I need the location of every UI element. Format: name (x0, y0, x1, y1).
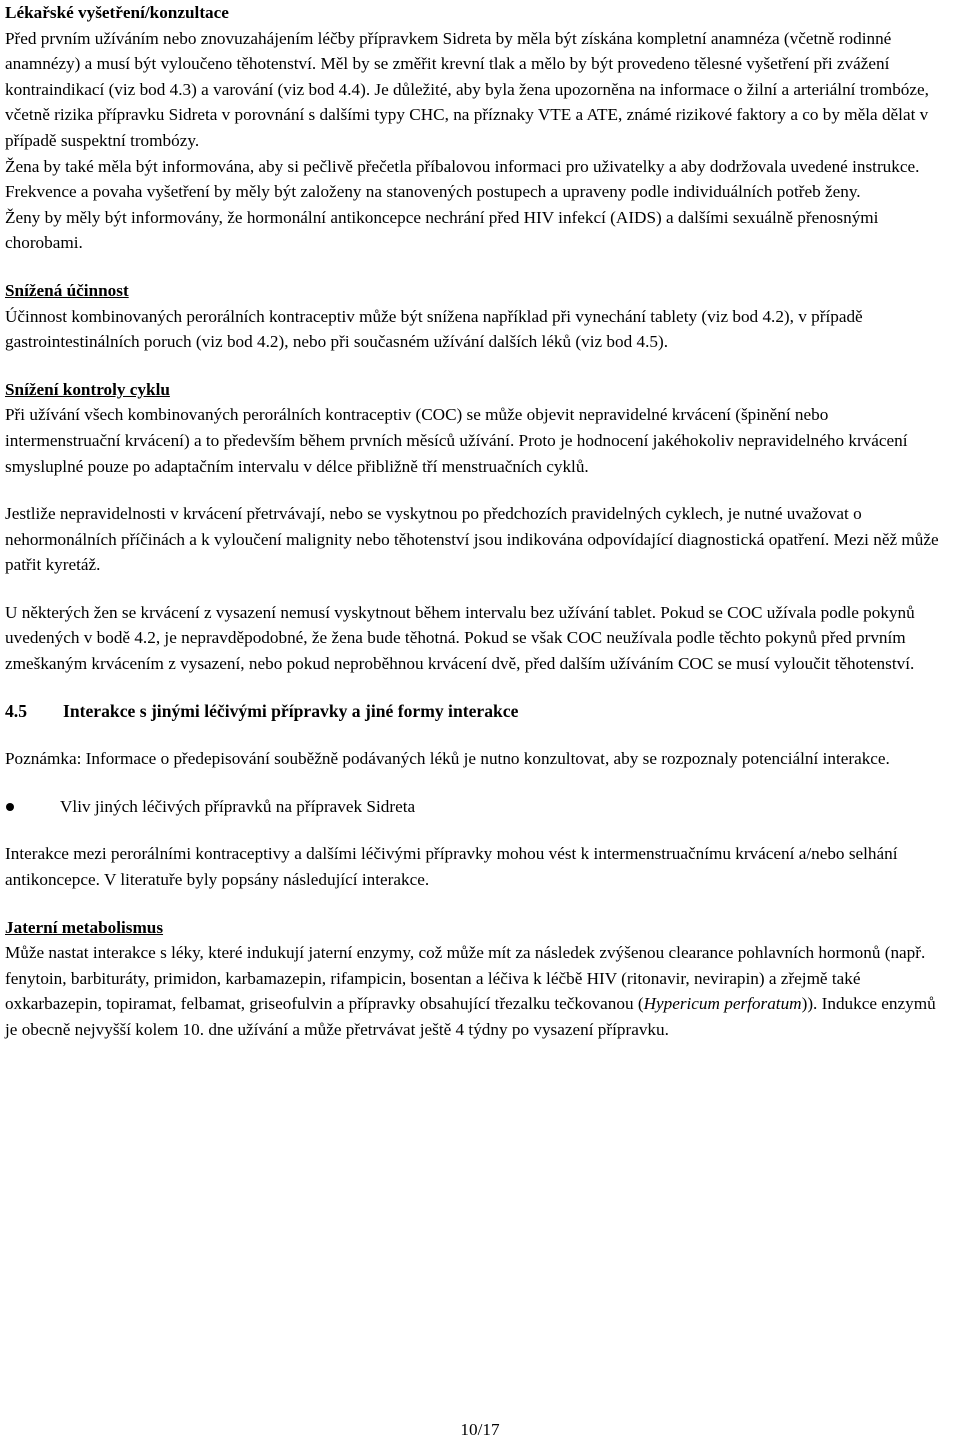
liver-paragraph-1 (5, 940, 943, 1042)
liver-heading: Jaterní metabolismus (5, 917, 164, 937)
efficacy-heading: Snížená účinnost (5, 280, 129, 300)
section-title: Interakce s jinými léčivými přípravky a jiné formy interakce (63, 700, 519, 721)
page-number: 10/17 (460, 1420, 500, 1439)
cycle-heading: Snížení kontroly cyklu (5, 379, 170, 399)
bullet-item (5, 794, 943, 820)
cycle-paragraph-2: Jestliže nepravidelnosti v krvácení přetrvávají, nebo se vyskytnou po předchozích pravidelných cyklech, je nutné uvažovat o nehormonálních příčinách a k vyloučení malignity nebo těhotenství jsou indikována odpovídající diagnostická opatření. Mezi něž může patřit kyretáž. (5, 504, 939, 575)
interactions-paragraph-1: Interakce mezi perorálními kontraceptivy a dalšími léčivými přípravky mohou vést k intermenstruačnímu krvácení a/nebo selhání antikoncepce. V literatuře byly popsány následující interakce. (5, 844, 898, 890)
efficacy-paragraph-1: Účinnost kombinovaných perorálních kontraceptiv může být snížena například při vynechání tablety (viz bod 4.2), v případě gastrointestinálních poruch (viz bod 4.2), nebo při současném užívání dalších léků (viz bod 4.5). (5, 306, 863, 352)
bullet-icon (6, 803, 14, 811)
section-4-5-heading (5, 699, 943, 725)
interactions-note: Poznámka: Informace o předepisování souběžně podávaných léků je nutno konzultovat, aby se rozpoznaly potenciální interakce. (5, 749, 890, 769)
exam-paragraph-2: Žena by také měla být informována, aby si pečlivě přečetla příbalovou informaci pro uživatelky a aby dodržovala uvedené instrukce. Frekvence a povaha vyšetření by měly být založeny na stanovených postupech a upraveny podle individuálních potřeb ženy. (5, 156, 920, 202)
document-page (5, 0, 943, 1043)
liver-latin-name: Hypericum perforatum (643, 994, 802, 1014)
bullet-text: Vliv jiných léčivých přípravků na přípravek Sidreta (60, 796, 416, 816)
exam-paragraph-1: Před prvním užíváním nebo znovuzahájením léčby přípravkem Sidreta by měla být získána kompletní anamnéza (včetně rodinné anamnézy) a musí být vyloučeno těhotenství. Měl by se změřit krevní tlak a mělo by být provedeno tělesné vyšetření při zvážení kontraindikací (viz bod 4.3) a varování (viz bod 4.4). Je důležité, aby byla žena upozorněna na informace o žilní a arteriální trombóze, včetně rizika přípravku Sidreta v porovnání s dalšími typy CHC, na příznaky VTE a ATE, známé rizikové faktory a co by měla dělat v případě suspektní trombózy. (5, 28, 929, 150)
cycle-paragraph-1: Při užívání všech kombinovaných perorálních kontraceptiv (COC) se může objevit nepravidelné krvácení (špinění nebo intermenstruační krvácení) a to především během prvních měsíců užívání. Proto je hodnocení jakéhokoliv nepravidelného krvácení smysluplné pouze po adaptačním intervalu v délce přibližně tří menstruačních cyklů. (5, 405, 908, 476)
cycle-paragraph-3: U některých žen se krvácení z vysazení nemusí vyskytnout během intervalu bez užívání tablet. Pokud se COC užívala podle pokynů uvedených v bodě 4.2, je nepravděpodobné, že žena bude těhotná. Pokud se však COC neužívala podle těchto pokynů před prvním zmeškaným krvácením z vysazení, nebo pokud neproběhnou krvácení dvě, před dalším užíváním COC se musí vyloučit těhotenství. (5, 602, 915, 674)
exam-paragraph-3: Ženy by měly být informovány, že hormonální antikoncepce nechrání před HIV infekcí (AIDS) a dalšími sexuálně přenosnými chorobami. (5, 207, 879, 253)
section-number: 4.5 (5, 700, 27, 721)
exam-heading: Lékařské vyšetření/konzultace (5, 3, 229, 22)
liver-text-b: )). Indukce enzymů je obecně nejvyšší kolem 10. dne užívání a může přetrvávat ještě 4 týdny po vysazení přípravku. (5, 994, 936, 1039)
liver-text-a: Může nastat interakce s léky, které indukují jaterní enzymy, což může mít za následek zvýšenou clearance pohlavních hormonů (např. fenytoin, barbituráty, primidon, karbamazepin, rifampicin, bosentan a léčiva k léčbě HIV (ritonavir, nevirapin) a zřejmě také oxkarbazepin, topiramat, felbamat, griseofulvin a přípravky obsahující třezalku tečkovanou ( (5, 943, 926, 1014)
